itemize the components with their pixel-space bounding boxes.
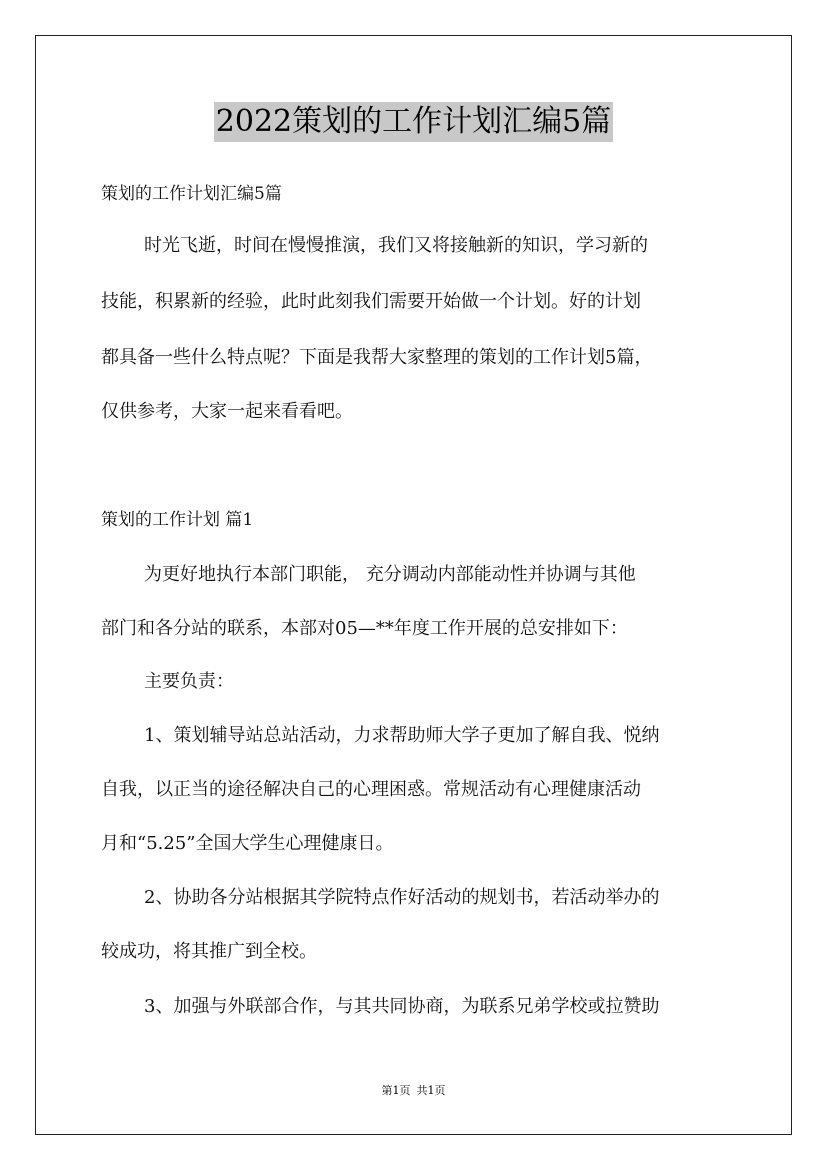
body-line: 自我，以正当的途径解决自己的心理困惑。常规活动有心理健康活动 [101, 779, 641, 800]
section-heading: 策划的工作计划 篇1 [101, 510, 254, 530]
body-line: 较成功，将其推广到全校。 [101, 941, 317, 962]
page-footer [0, 1083, 827, 1099]
page-number: 第1页 [381, 1084, 411, 1097]
body-line: 主要负责： [144, 671, 234, 692]
body-line: 3、加强与外联部合作，与其共同协商，为联系兄弟学校或拉赞助 [144, 996, 660, 1017]
body-line: 部门和各分站的联系，本部对05—**年度工作开展的总安排如下： [101, 618, 628, 639]
intro-line: 仅供参考，大家一起来看看吧。 [101, 401, 353, 422]
intro-line: 技能，积累新的经验，此时此刻我们需要开始做一个计划。好的计划 [101, 291, 641, 312]
page-total: 共1页 [416, 1084, 446, 1097]
body-line: 2、协助各分站根据其学院特点作好活动的规划书，若活动举办的 [144, 887, 660, 908]
document-subtitle: 策划的工作计划汇编5篇 [101, 184, 282, 204]
intro-line: 都具备一些什么特点呢？下面是我帮大家整理的策划的工作计划5篇， [101, 347, 653, 368]
body-line: 月和“5.25”全国大学生心理健康日。 [101, 833, 394, 854]
intro-line: 时光飞逝，时间在慢慢推演，我们又将接触新的知识，学习新的 [144, 235, 648, 256]
title-container [0, 102, 827, 142]
body-line: 1、策划辅导站总站活动，力求帮助师大学子更加了解自我、悦纳 [144, 725, 660, 746]
body-line: 为更好地执行本部门职能， 充分调动内部能动性并协调与其他 [144, 564, 636, 585]
document-title: 2022策划的工作计划汇编5篇 [214, 102, 613, 142]
